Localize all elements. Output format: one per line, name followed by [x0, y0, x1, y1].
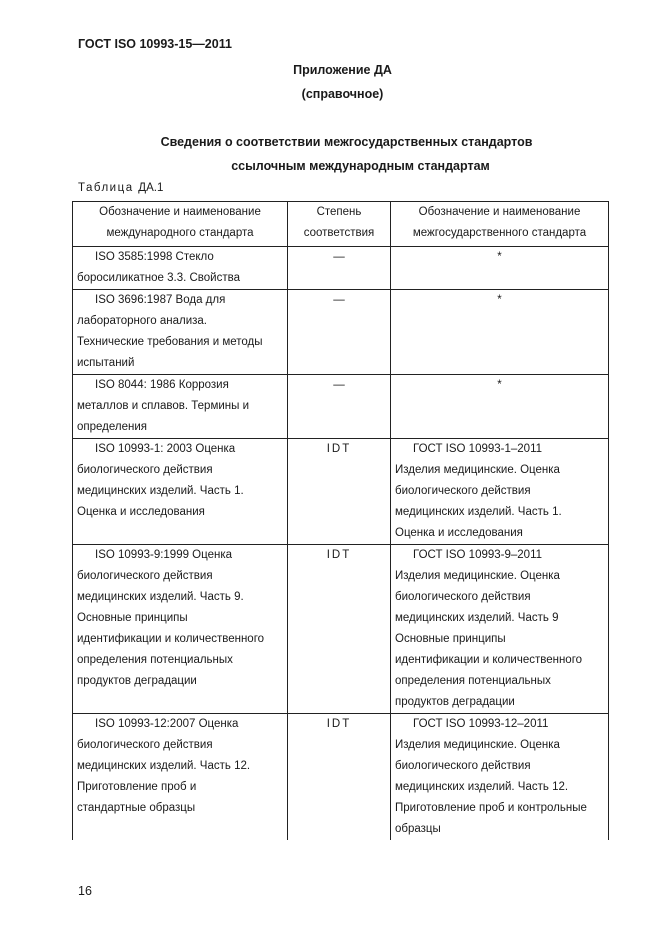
- interstate-standard-cell: ГОСТ ISO 10993-1–2011 Изделия медицинские. Оценка биологического действия медицинских изделий. Часть 1. Оценка и исследования: [391, 439, 609, 545]
- international-standard-cell: ISO 10993-9:1999 Оценка биологического действия медицинских изделий. Часть 9. Основные принципы идентификации и количественного определения потенциальных продуктов деградации: [73, 545, 288, 714]
- header-degree: [288, 202, 391, 247]
- page-number: 16: [78, 884, 92, 898]
- section-title-line-2: ссылочным международным стандартам: [231, 159, 490, 173]
- interstate-standard-cell: ГОСТ ISO 10993-12–2011 Изделия медицинские. Оценка биологического действия медицинских изделий. Часть 12. Приготовление проб и контрольные образцы: [391, 714, 609, 841]
- header-line: Обозначение и наименование: [99, 206, 261, 218]
- table-row: [73, 439, 609, 545]
- international-standard-cell: ISO 3585:1998 Стекло боросиликатное 3.3. Свойства: [73, 247, 288, 290]
- table-row: [73, 247, 609, 290]
- interstate-standard-cell: ГОСТ ISO 10993-9–2011 Изделия медицинские. Оценка биологического действия медицинских изделий. Часть 9 Основные принципы идентификации и количественного определения потенциальных продуктов деградации: [391, 545, 609, 714]
- table-row: [73, 714, 609, 841]
- international-standard-cell: ISO 3696:1987 Вода для лабораторного анализа. Технические требования и методы испытаний: [73, 290, 288, 375]
- international-standard-cell: ISO 10993-1: 2003 Оценка биологического действия медицинских изделий. Часть 1. Оценка и исследования: [73, 439, 288, 545]
- degree-cell: IDT: [288, 714, 391, 841]
- degree-cell: —: [288, 375, 391, 439]
- interstate-standard-cell: *: [391, 247, 609, 290]
- table-row: [73, 375, 609, 439]
- header-line: Обозначение и наименование: [418, 206, 581, 218]
- header-line: межгосударственного стандарта: [412, 227, 587, 239]
- table-header-row: [73, 202, 609, 247]
- header-interstate-standard: [391, 202, 609, 247]
- table-row: [73, 545, 609, 714]
- document-code: ГОСТ ISO 10993-15—2011: [78, 37, 232, 51]
- degree-cell: —: [288, 247, 391, 290]
- appendix-title: Приложение ДА: [293, 63, 392, 77]
- header-international-standard: [73, 202, 288, 247]
- degree-cell: IDT: [288, 545, 391, 714]
- interstate-standard-cell: *: [391, 375, 609, 439]
- header-line: Степень: [316, 206, 362, 218]
- appendix-status: (справочное): [301, 87, 384, 101]
- section-title-line-1: Сведения о соответствии межгосударственных стандартов: [160, 135, 533, 149]
- header-line: международного стандарта: [106, 227, 254, 239]
- table-caption: [78, 182, 163, 194]
- table-caption-number: ДА.1: [138, 182, 164, 194]
- header-line: соответствия: [303, 227, 375, 239]
- international-standard-cell: ISO 8044: 1986 Коррозия металлов и сплавов. Термины и определения: [73, 375, 288, 439]
- table-row: [73, 290, 609, 375]
- table-caption-word: Таблица: [78, 182, 134, 194]
- degree-cell: IDT: [288, 439, 391, 545]
- standards-correspondence-table: [72, 201, 609, 840]
- international-standard-cell: ISO 10993-12:2007 Оценка биологического действия медицинских изделий. Часть 12. Приготовление проб и стандартные образцы: [73, 714, 288, 841]
- degree-cell: —: [288, 290, 391, 375]
- interstate-standard-cell: *: [391, 290, 609, 375]
